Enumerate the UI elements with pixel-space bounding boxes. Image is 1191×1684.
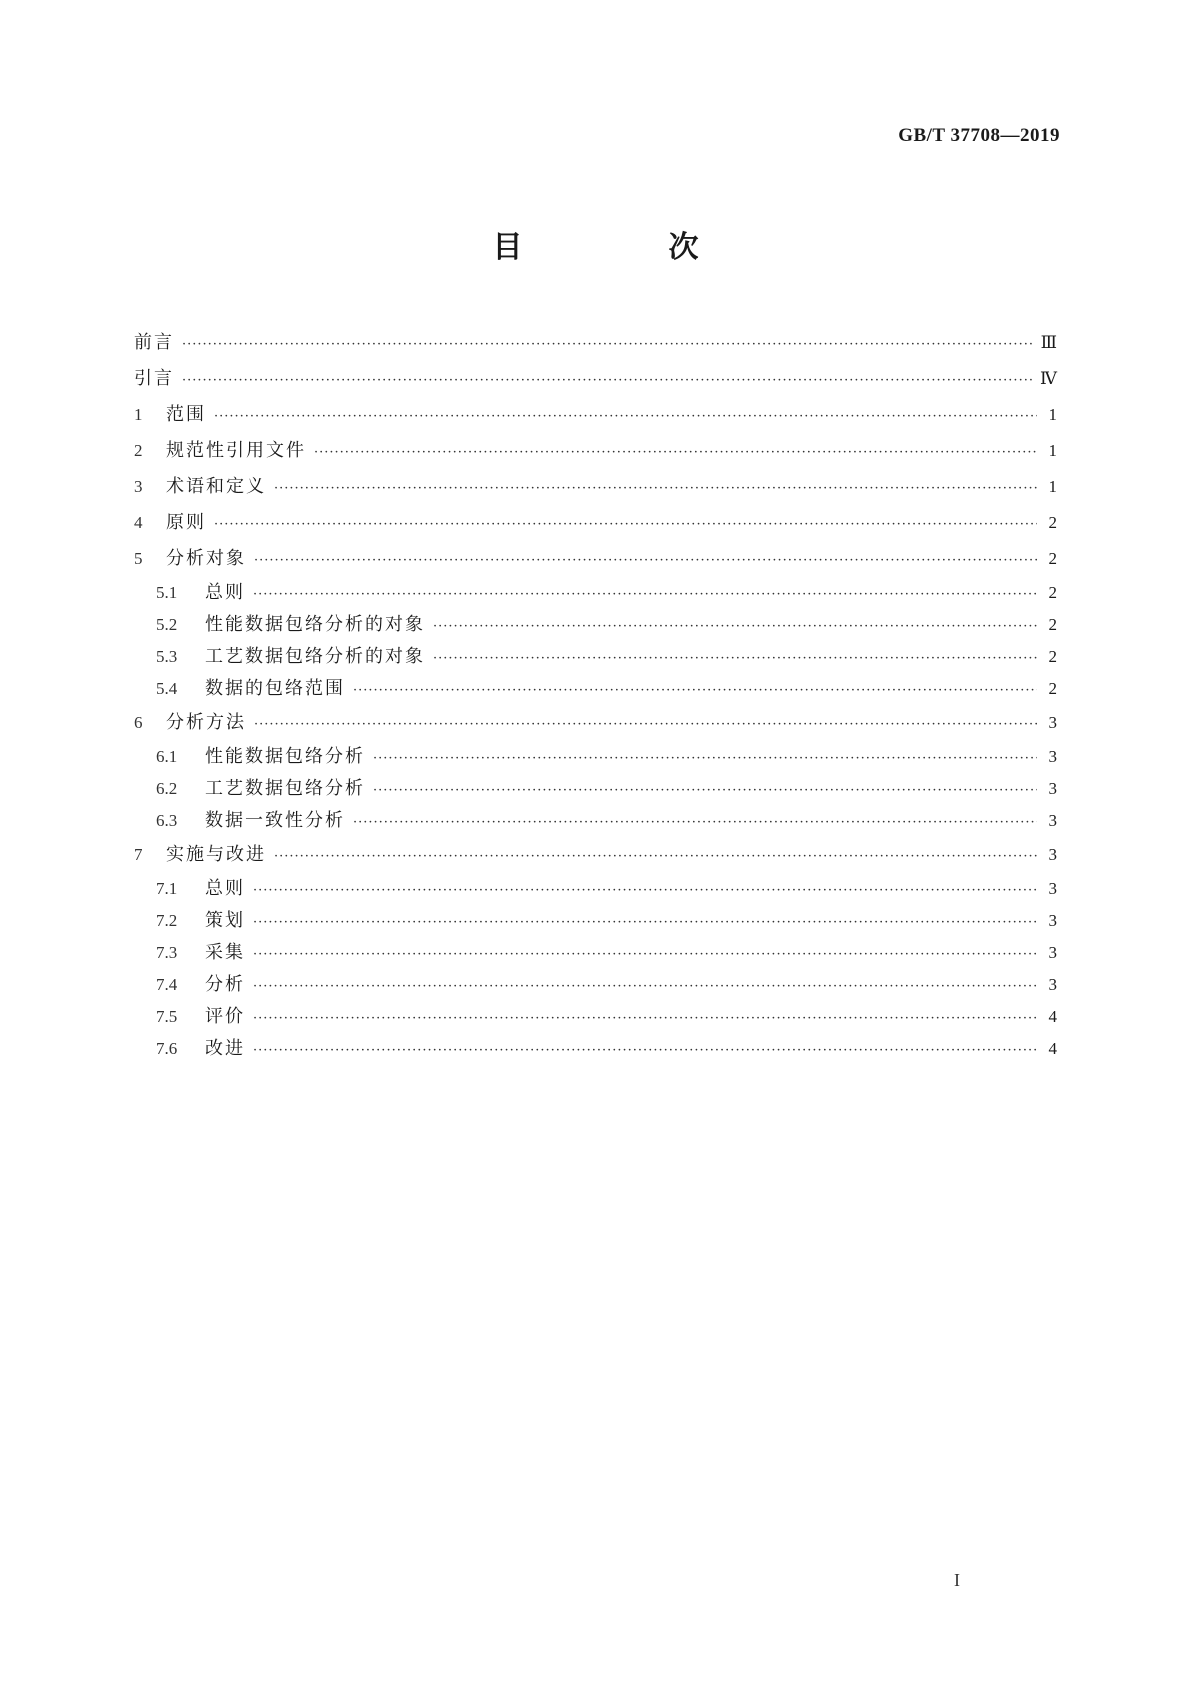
toc-entry-number: 7.6 <box>156 1039 178 1058</box>
toc-entry-number: 6.2 <box>156 779 178 798</box>
toc-entry-title[interactable]: 总则 <box>205 878 245 899</box>
dot-leader <box>373 743 1037 775</box>
toc-entry-title[interactable]: 前言 <box>134 332 174 353</box>
toc-entry-title[interactable]: 术语和定义 <box>166 476 266 497</box>
toc-entry-page[interactable]: 1 <box>1048 405 1057 424</box>
toc-entry[interactable] <box>134 541 1057 577</box>
dot-leader <box>253 939 1037 971</box>
toc-entry[interactable] <box>134 1033 1057 1065</box>
toc-entry[interactable] <box>134 969 1057 1001</box>
toc-entry-number: 7.3 <box>156 943 178 962</box>
toc-entry-page[interactable]: 3 <box>1048 911 1057 930</box>
toc-entry-page[interactable]: 2 <box>1048 549 1057 568</box>
toc-entry-title[interactable]: 策划 <box>205 910 245 931</box>
toc-entry-number: 5 <box>134 549 143 568</box>
dot-leader <box>182 363 1034 395</box>
toc-entry-page[interactable]: 2 <box>1048 615 1057 634</box>
dot-leader <box>253 1003 1037 1035</box>
dot-leader <box>253 907 1037 939</box>
toc-entry-title[interactable]: 评价 <box>205 1006 245 1027</box>
toc-entry-title[interactable]: 工艺数据包络分析 <box>205 778 365 799</box>
page-title: 目 次 <box>492 230 757 265</box>
toc-entry-number: 5.1 <box>156 583 178 602</box>
toc-entry-page[interactable]: 3 <box>1048 779 1057 798</box>
dot-leader <box>253 875 1037 907</box>
dot-leader <box>353 675 1037 707</box>
toc-entry-number: 7.5 <box>156 1007 178 1026</box>
toc-entry-page[interactable]: 2 <box>1048 647 1057 666</box>
toc-entry-page[interactable]: 2 <box>1048 513 1057 532</box>
toc-entry[interactable] <box>134 469 1057 505</box>
toc-entry-page[interactable]: Ⅲ <box>1040 333 1057 352</box>
dot-leader <box>314 435 1037 467</box>
dot-leader <box>373 775 1037 807</box>
toc-entry-title[interactable]: 性能数据包络分析的对象 <box>205 614 425 635</box>
toc-entry-page[interactable]: 2 <box>1048 583 1057 602</box>
toc-entry-page[interactable]: 1 <box>1048 477 1057 496</box>
toc-entry-number: 6 <box>134 713 143 732</box>
toc-entry-title[interactable]: 采集 <box>205 942 245 963</box>
toc-entry-title[interactable]: 分析对象 <box>166 548 246 569</box>
toc-entry[interactable] <box>134 837 1057 873</box>
toc-entry-number: 1 <box>134 405 143 424</box>
dot-leader <box>253 579 1037 611</box>
toc-entry-title[interactable]: 规范性引用文件 <box>166 440 306 461</box>
dot-leader <box>433 643 1037 675</box>
dot-leader <box>254 707 1037 739</box>
dot-leader <box>274 471 1037 503</box>
toc-entry[interactable] <box>134 433 1057 469</box>
toc-entry-title[interactable]: 数据的包络范围 <box>205 678 345 699</box>
toc-entry-number: 7.2 <box>156 911 178 930</box>
dot-leader <box>214 399 1037 431</box>
toc-entry[interactable] <box>134 873 1057 905</box>
toc-entry[interactable] <box>134 673 1057 705</box>
toc-entry[interactable] <box>134 905 1057 937</box>
toc-entry[interactable] <box>134 937 1057 969</box>
toc-entry[interactable] <box>134 1001 1057 1033</box>
toc-entry-title[interactable]: 范围 <box>166 404 206 425</box>
toc-entry-number: 6.3 <box>156 811 178 830</box>
toc-entry-page[interactable]: 3 <box>1048 811 1057 830</box>
toc-entry[interactable] <box>134 641 1057 673</box>
standard-code: GB/T 37708—2019 <box>898 125 1060 146</box>
toc-entry[interactable] <box>134 397 1057 433</box>
toc-entry[interactable] <box>134 361 1057 397</box>
dot-leader <box>253 1035 1037 1067</box>
toc-entry-number: 6.1 <box>156 747 178 766</box>
toc-entry-page[interactable]: 4 <box>1048 1007 1057 1026</box>
toc-entry-page[interactable]: 3 <box>1048 845 1057 864</box>
toc-entry[interactable] <box>134 741 1057 773</box>
dot-leader <box>253 971 1037 1003</box>
toc-entry-number: 7 <box>134 845 143 864</box>
dot-leader <box>182 327 1035 359</box>
toc-entry-page[interactable]: 4 <box>1048 1039 1057 1058</box>
dot-leader <box>274 839 1037 871</box>
toc-entry-number: 4 <box>134 513 143 532</box>
toc-entry-number: 5.4 <box>156 679 178 698</box>
table-of-contents <box>134 325 1057 1065</box>
toc-entry[interactable] <box>134 705 1057 741</box>
toc-entry-title[interactable]: 引言 <box>134 368 174 389</box>
toc-entry-title[interactable]: 工艺数据包络分析的对象 <box>205 646 425 667</box>
toc-entry-page[interactable]: 3 <box>1048 747 1057 766</box>
toc-entry-page[interactable]: 3 <box>1048 975 1057 994</box>
toc-entry-title[interactable]: 原则 <box>166 512 206 533</box>
toc-entry[interactable] <box>134 609 1057 641</box>
toc-entry-title[interactable]: 数据一致性分析 <box>205 810 345 831</box>
toc-entry[interactable] <box>134 773 1057 805</box>
page-number: I <box>954 1570 960 1590</box>
toc-entry-page[interactable]: 3 <box>1048 943 1057 962</box>
toc-entry-page[interactable]: 2 <box>1048 679 1057 698</box>
toc-entry-title[interactable]: 分析方法 <box>166 712 246 733</box>
toc-entry[interactable] <box>134 805 1057 837</box>
toc-entry[interactable] <box>134 577 1057 609</box>
toc-entry-number: 5.2 <box>156 615 178 634</box>
toc-entry-title[interactable]: 改进 <box>205 1038 245 1059</box>
dot-leader <box>353 807 1037 839</box>
toc-entry[interactable] <box>134 505 1057 541</box>
toc-entry-title[interactable]: 实施与改进 <box>166 844 266 865</box>
toc-entry-page[interactable]: Ⅳ <box>1040 369 1057 388</box>
toc-entry-title[interactable]: 性能数据包络分析 <box>205 746 365 767</box>
dot-leader <box>433 611 1037 643</box>
toc-entry-number: 3 <box>134 477 143 496</box>
toc-entry[interactable] <box>134 325 1057 361</box>
toc-entry-title[interactable]: 分析 <box>205 974 245 995</box>
toc-entry-title[interactable]: 总则 <box>205 582 245 603</box>
dot-leader <box>254 543 1037 575</box>
toc-entry-number: 2 <box>134 441 143 460</box>
toc-entry-number: 7.1 <box>156 879 178 898</box>
toc-entry-page[interactable]: 3 <box>1048 879 1057 898</box>
toc-entry-number: 7.4 <box>156 975 178 994</box>
toc-entry-page[interactable]: 3 <box>1048 713 1057 732</box>
dot-leader <box>214 507 1037 539</box>
toc-entry-page[interactable]: 1 <box>1048 441 1057 460</box>
toc-entry-number: 5.3 <box>156 647 178 666</box>
